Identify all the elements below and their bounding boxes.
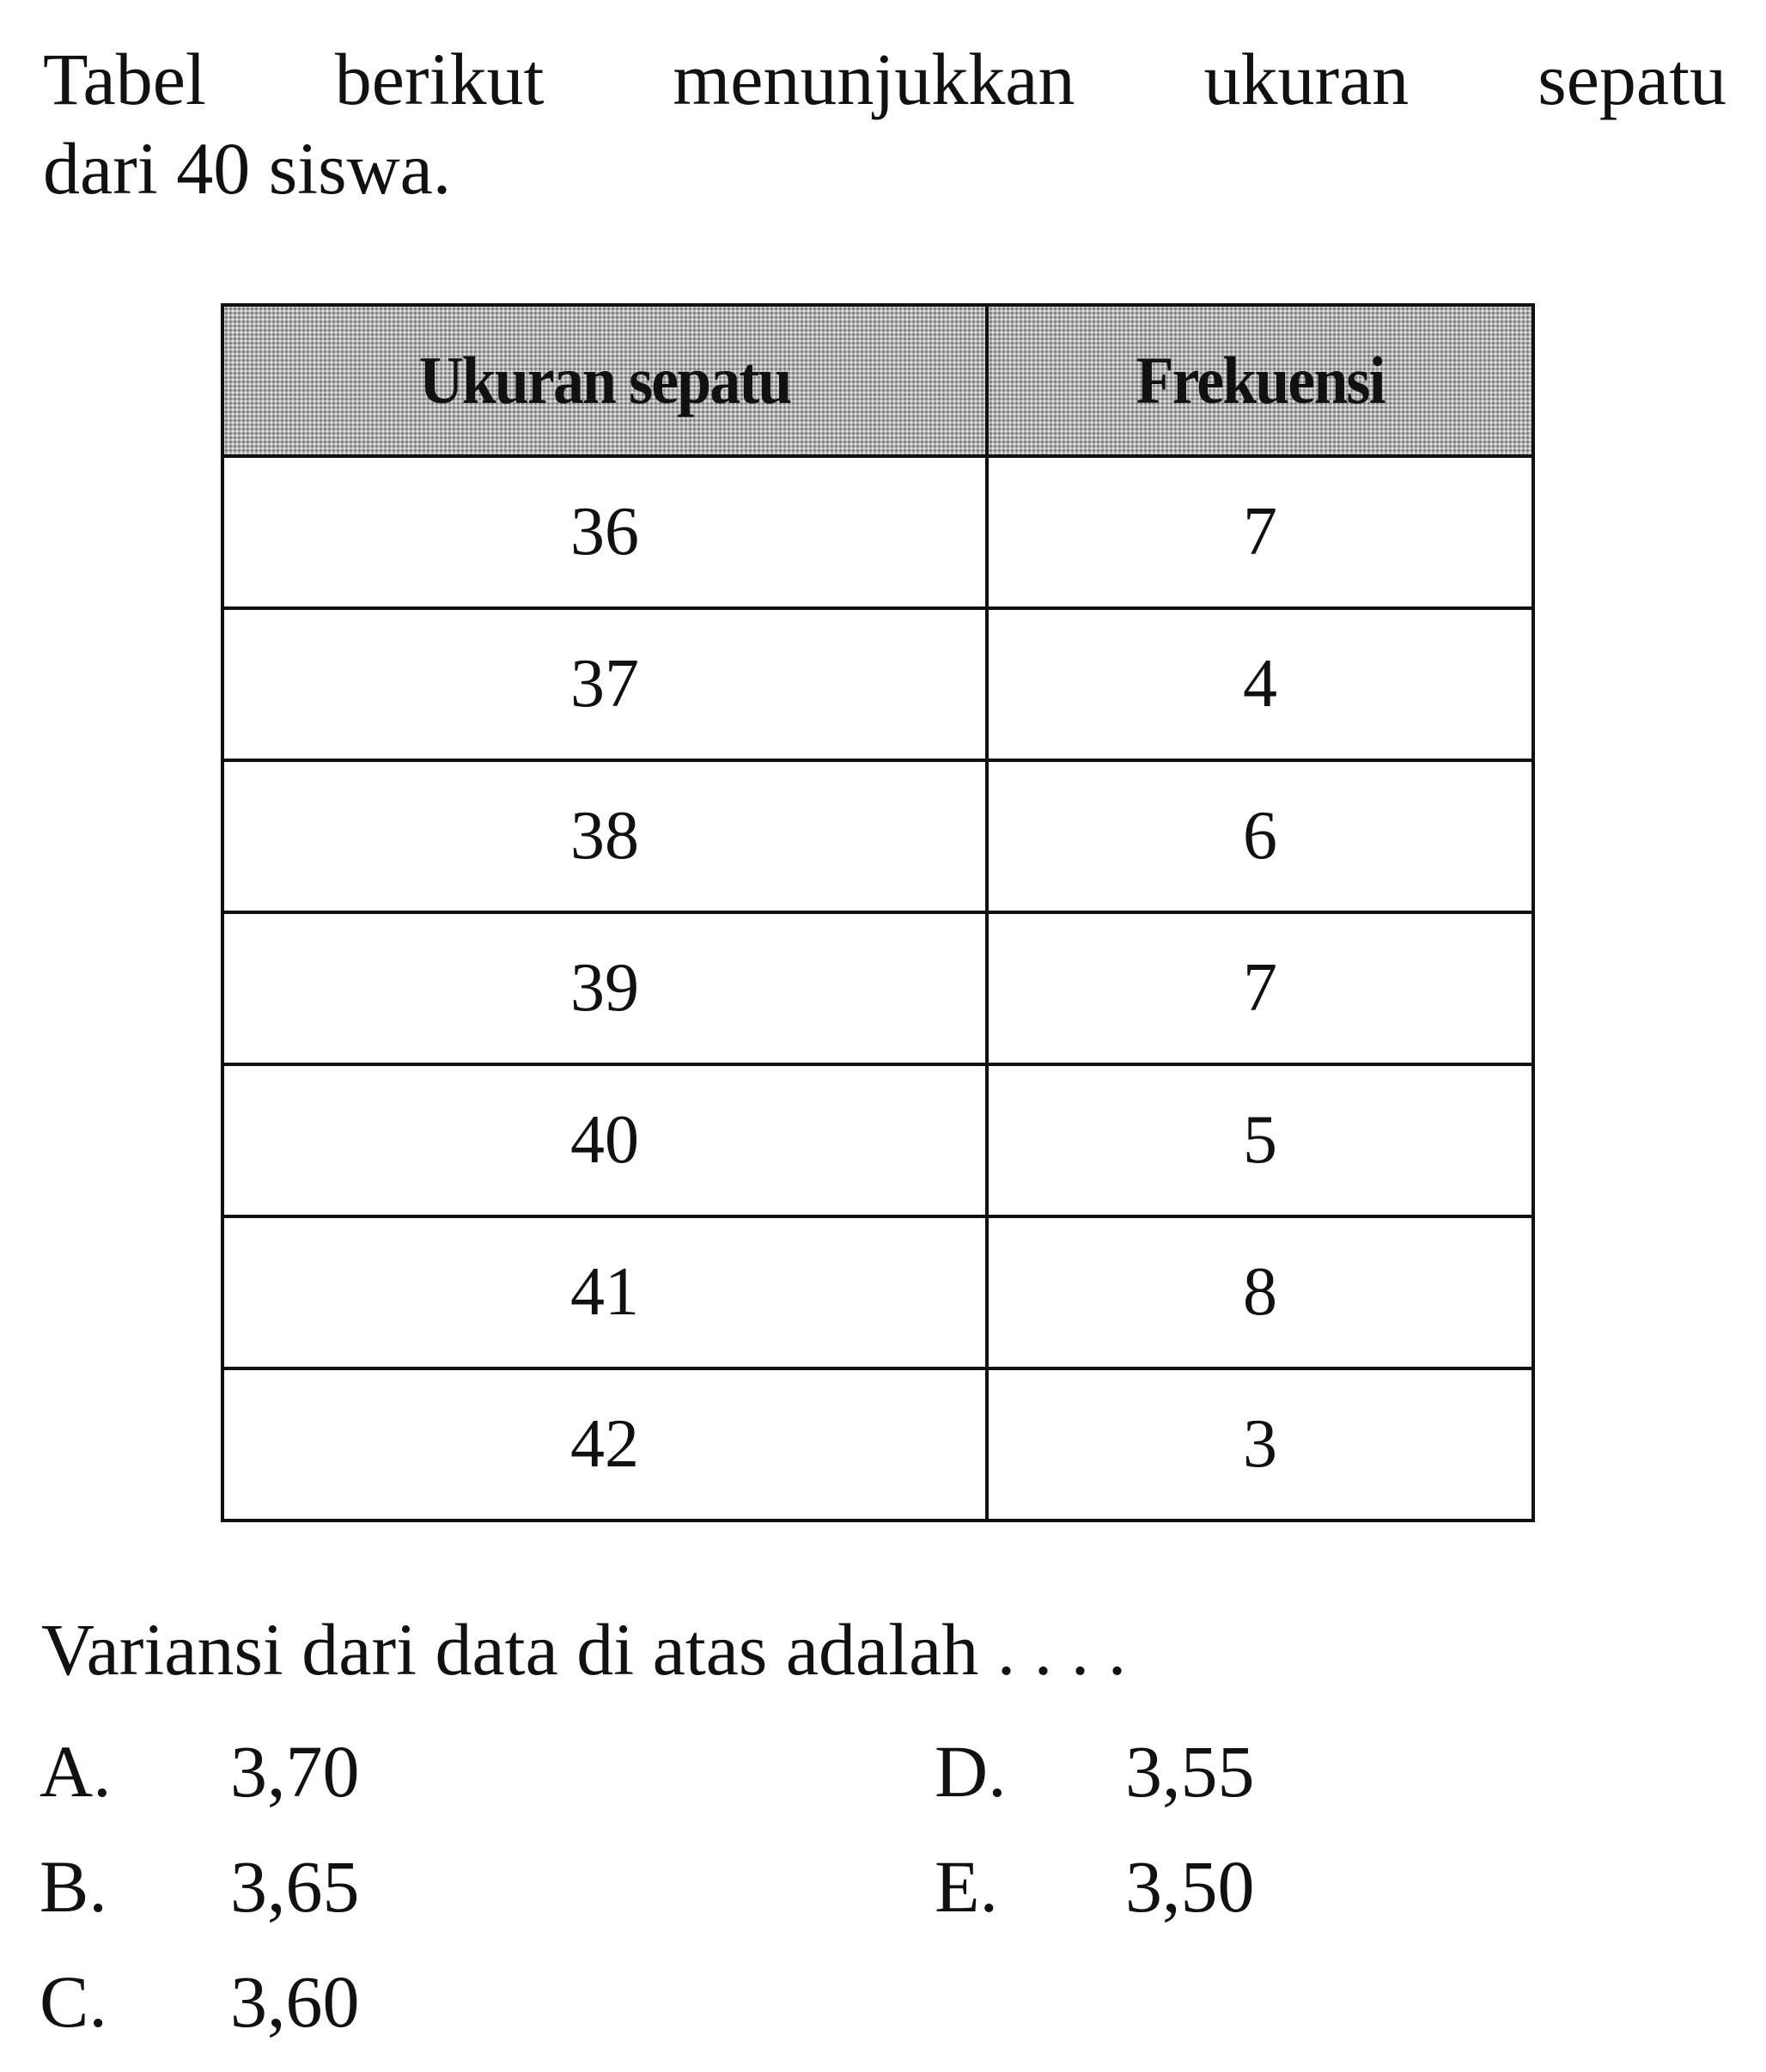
cell-shoe-size: 42 xyxy=(222,1368,987,1520)
option-value: 3,55 xyxy=(1125,1730,1255,1813)
table-row xyxy=(222,608,1533,760)
option-letter: C. xyxy=(40,1960,107,2043)
column-header-shoe-size: Ukuran sepatu xyxy=(222,305,987,456)
cell-shoe-size: 39 xyxy=(222,912,987,1064)
option-a xyxy=(40,1727,360,1816)
cell-shoe-size: 38 xyxy=(222,760,987,912)
cell-frequency: 3 xyxy=(987,1368,1533,1520)
option-d xyxy=(935,1727,1255,1816)
cell-frequency: 5 xyxy=(987,1064,1533,1216)
option-e xyxy=(935,1842,1255,1931)
option-value: 3,70 xyxy=(230,1730,360,1813)
option-b xyxy=(40,1842,360,1931)
shoe-size-frequency-table xyxy=(221,303,1535,1522)
option-value: 3,60 xyxy=(230,1960,360,2043)
problem-statement xyxy=(43,34,1726,213)
option-letter: B. xyxy=(40,1845,107,1928)
option-letter: D. xyxy=(935,1730,1007,1813)
table-row xyxy=(222,912,1533,1064)
cell-frequency: 7 xyxy=(987,456,1533,608)
question-text: Variansi dari data di atas adalah . . . . xyxy=(41,1608,1127,1691)
cell-shoe-size: 41 xyxy=(222,1216,987,1368)
table-header-row xyxy=(222,305,1533,456)
column-header-frequency: Frekuensi xyxy=(987,305,1533,456)
option-value: 3,65 xyxy=(230,1845,360,1928)
table-row xyxy=(222,1064,1533,1216)
cell-shoe-size: 40 xyxy=(222,1064,987,1216)
table-row xyxy=(222,1216,1533,1368)
cell-frequency: 8 xyxy=(987,1216,1533,1368)
table-row xyxy=(222,1368,1533,1520)
option-letter: E. xyxy=(935,1845,999,1928)
cell-shoe-size: 37 xyxy=(222,608,987,760)
option-c xyxy=(40,1957,360,2046)
cell-frequency: 6 xyxy=(987,760,1533,912)
option-value: 3,50 xyxy=(1125,1845,1255,1928)
cell-frequency: 4 xyxy=(987,608,1533,760)
answer-options xyxy=(40,1727,1255,2070)
table-row xyxy=(222,456,1533,608)
cell-frequency: 7 xyxy=(987,912,1533,1064)
problem-statement-line-2: dari 40 siswa. xyxy=(43,127,452,210)
cell-shoe-size: 36 xyxy=(222,456,987,608)
option-letter: A. xyxy=(40,1730,112,1813)
problem-statement-line-1: Tabel berikut menunjukkan ukuran sepatu xyxy=(43,38,1726,120)
table-row xyxy=(222,760,1533,912)
